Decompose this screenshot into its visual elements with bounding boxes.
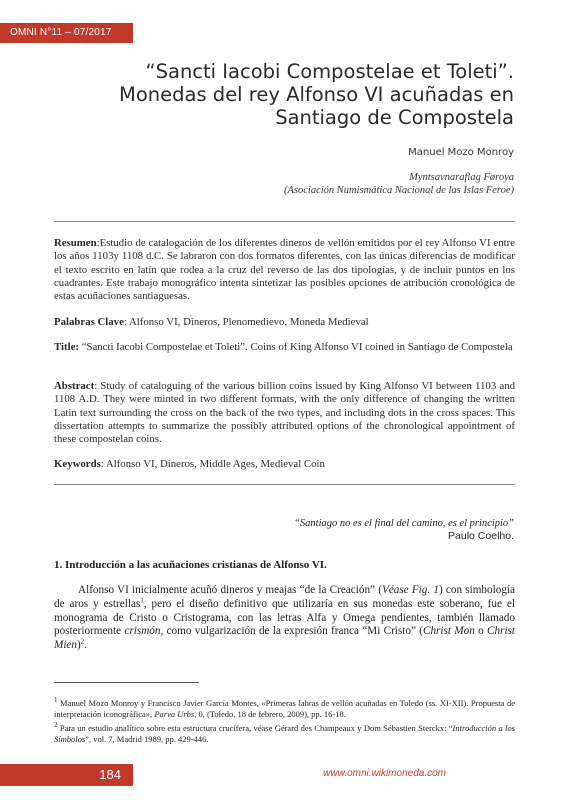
resumen-label: Resumen: [54, 237, 97, 249]
body-paragraph: [54, 584, 515, 653]
english-title-label: Title:: [54, 341, 79, 353]
english-title-paragraph: [54, 341, 515, 354]
body-italic: crismón: [124, 625, 161, 638]
epigraph: [294, 517, 514, 543]
author-affiliation: [284, 171, 514, 197]
footnote-text: , 0, (Toledo, 18 de febrero, 2009), pp. 16-18.: [194, 708, 346, 719]
body-italic: Christ Mon: [422, 625, 475, 638]
body-text: o: [474, 625, 488, 638]
footnote: [54, 723, 515, 744]
epigraph-author: Paulo Coelho.: [448, 530, 514, 542]
palabras-clave-paragraph: [54, 316, 515, 329]
body-text: .: [84, 639, 88, 652]
figure-reference: Véase Fig. 1: [381, 584, 439, 596]
website-link[interactable]: www.omni.wikimoneda.com: [323, 768, 446, 779]
abstract-text: : Study of cataloguing of the various billion coins issued by King Alfonso VI between 1103 and 1108 A.D. They were minted in two different formats, with the only difference of changing the written Latin text surrounding the cross on the back of the two types, and including dots in the cross spaces. This dissertation attempts to summarize the possibly attributed options of the chronological appointment of these compostelan coins.: [54, 380, 515, 446]
footnote-italic: Parva Urbs: [154, 708, 195, 719]
keywords-paragraph: [54, 458, 515, 471]
footnote-text: Para un estudio analítico sobre esta estructura crucífera, véase Gérard des Champeaux y Dom Sébastien Sterckx: “: [57, 723, 453, 733]
title-line: Monedas del rey Alfonso VI acuñadas en: [119, 83, 514, 106]
palabras-clave-text: : Alfonso VI, Dineros, Plenomedievo, Moneda Medieval: [123, 316, 369, 328]
footnote-text: ”, vol. 7, Madrid 1989, pp. 429-446.: [85, 733, 209, 744]
body-italic: Christ Mien: [54, 625, 516, 652]
title-line: Santiago de Compostela: [275, 106, 514, 129]
abstract-label: Abstract: [54, 380, 95, 392]
footnote: [54, 698, 515, 719]
footnote-marker: 1: [140, 596, 144, 605]
footnote-number: 2: [54, 721, 58, 730]
footnote-text: Manuel Mozo Monroy y Francisco Javier García Montes, «Primeras labras de vellón acuñadas en Toledo (ss. XI-XII). Propuesta de interpretación iconográfica»,: [54, 698, 515, 719]
footnote-italic: Introducción a los Símbolos: [54, 723, 515, 744]
divider: [54, 221, 515, 222]
affiliation-line: (Asociación Numismática Nacional de las Islas Feroe): [284, 185, 514, 196]
palabras-clave-label: Palabras Clave: [54, 316, 124, 328]
english-title-text: “Sancti Iacobi Compostelae et Toleti”. Coins of King Alfonso VI coined in Santiago de Compostela: [79, 341, 513, 353]
footnote-divider: [54, 682, 199, 683]
title-line: “Sancti Iacobi Compostelae et Toleti”.: [145, 60, 514, 83]
page-number: 184: [0, 764, 133, 786]
body-text: ) con simbología de aros y estrellas: [54, 584, 515, 610]
article-title: [74, 60, 514, 129]
divider: [54, 484, 515, 485]
footnote-number: 1: [54, 696, 58, 705]
body-text: , como vulgarización de la expresión franca “Mi Cristo” (: [160, 625, 423, 638]
epigraph-quote: “Santiago no es el final del camino, es el principio”: [294, 518, 514, 529]
footnote-marker: 2: [80, 637, 85, 646]
section-heading: 1. Introducción a las acuñaciones cristianas de Alfonso VI.: [54, 559, 327, 571]
resumen-paragraph: [54, 237, 515, 303]
abstract-paragraph: [54, 380, 515, 446]
body-text: ): [77, 639, 81, 652]
journal-issue-badge: OMNI N°11 – 07/2017: [0, 23, 133, 43]
resumen-text: :Estudio de catalogación de los diferentes dineros de vellón emitidos por el rey Alfonso VI entre los años 1103y 1108 d.C. Se labraron con dos formatos diferentes, con las únicas diferencias de modificar el texto escrito en latín que rodea a la cruz del reverso de las dos tipologías, y de incluir puntos en los cuadrantes. Este trabajo monográfico intenta sintetizar las posibles opciones de atribución cronológica de estas acuñaciones santiaguesas.: [54, 237, 515, 303]
keywords-label: Keywords: [54, 458, 101, 470]
author-name: Manuel Mozo Monroy: [408, 147, 514, 158]
keywords-text: : Alfonso VI, Dineros, Middle Ages, Medieval Coin: [100, 458, 325, 470]
body-text: Alfonso VI inicialmente acuñó dineros y meajas “de la Creación” (: [78, 584, 382, 596]
affiliation-line: Myntsavnaraflag Føroya: [409, 172, 514, 183]
body-text: , pero el diseño definitivo que utilizaría en sus monedas este soberano, fue el monograma de Cristo o Cristograma, con las letras Alfa y Omega pendientes, también llamado posteriormente: [54, 597, 515, 638]
